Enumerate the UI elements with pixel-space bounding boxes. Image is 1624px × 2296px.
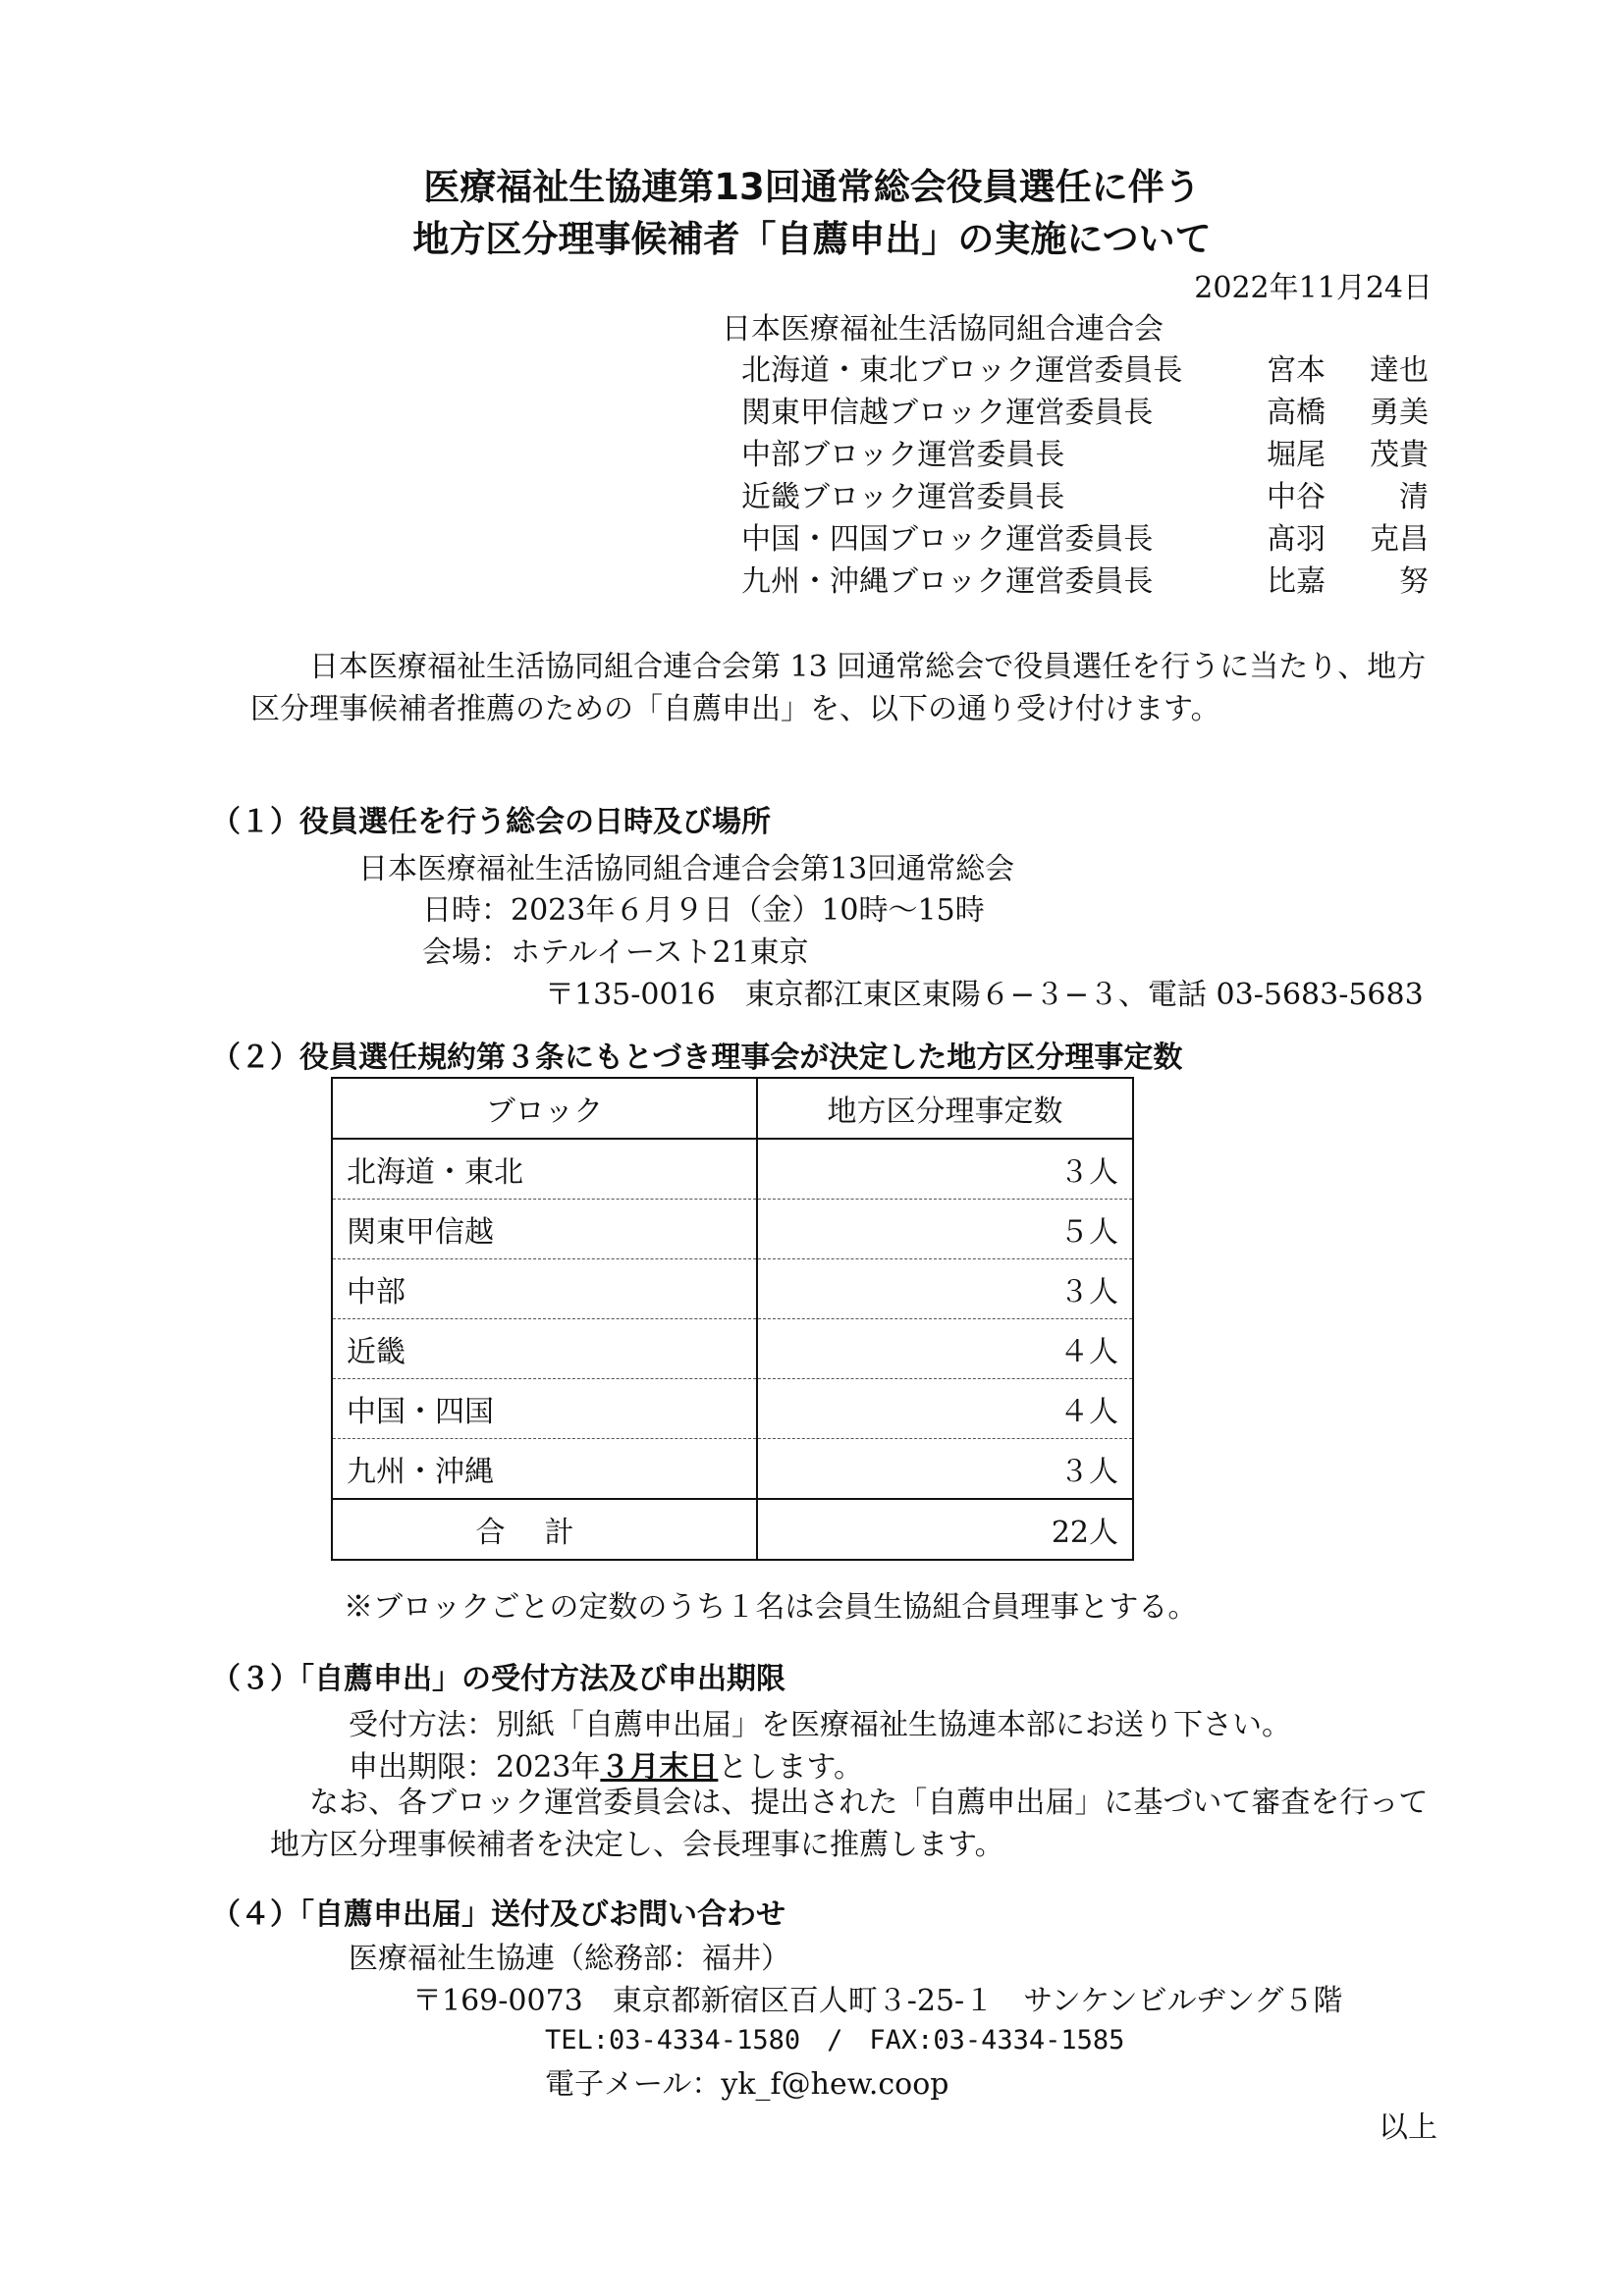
section3-method: 受付方法：別紙「自薦申出届」を医療福祉生協連本部にお送り下さい。 bbox=[349, 1708, 1291, 1742]
section4-address: 〒169-0073 東京都新宿区百人町３-25-１ サンケンビルヂング５階 bbox=[412, 1984, 1343, 2018]
issuer-member-role: 九州・沖縄ブロック運営委員長 bbox=[741, 564, 1154, 599]
issuer-member-name bbox=[1267, 388, 1429, 431]
block-cell: 近畿 bbox=[332, 1319, 757, 1379]
issuer-member-role: 北海道・東北ブロック運営委員長 bbox=[741, 353, 1183, 388]
table-row bbox=[332, 1319, 1133, 1379]
section3-deadline bbox=[349, 1742, 863, 1786]
issuer-member-surname: 堀尾 bbox=[1267, 438, 1326, 472]
block-cell: 北海道・東北 bbox=[332, 1139, 757, 1200]
issuer-member-name bbox=[1267, 346, 1429, 389]
issuer-member-given: 茂貴 bbox=[1370, 438, 1429, 472]
issuer-member-given: 達也 bbox=[1370, 353, 1429, 388]
section1-heading: （１）役員選任を行う総会の日時及び場所 bbox=[211, 805, 771, 839]
issuer-member-surname: 比嘉 bbox=[1267, 564, 1326, 599]
section1-event: 日本医療福祉生活協同組合連合会第13回通常総会 bbox=[358, 852, 1015, 886]
issuer-member-given: 克昌 bbox=[1370, 522, 1429, 557]
count-cell: ４人 bbox=[757, 1379, 1133, 1439]
col-header-count: 地方区分理事定数 bbox=[757, 1078, 1133, 1139]
section1-venue: 会場：ホテルイースト21東京 bbox=[422, 935, 809, 970]
section3-heading: （３）「自薦申出」の受付方法及び申出期限 bbox=[211, 1662, 785, 1696]
issuer-member-surname: 高橋 bbox=[1267, 396, 1326, 430]
issuer-member-role: 関東甲信越ブロック運営委員長 bbox=[741, 396, 1154, 430]
closing-mark: 以上 bbox=[1379, 2110, 1437, 2145]
issuer-org: 日本医療福祉生活協同組合連合会 bbox=[722, 312, 1164, 347]
issuer-member-surname: 中谷 bbox=[1267, 480, 1326, 514]
section4-tel-fax: TEL:03-4334-1580 / FAX:03-4334-1585 bbox=[545, 2025, 1125, 2056]
deadline-emphasis: ３月末日 bbox=[600, 1750, 719, 1785]
col-header-block: ブロック bbox=[332, 1078, 757, 1139]
deadline-prefix: 申出期限：2023年 bbox=[349, 1750, 601, 1785]
count-cell: ３人 bbox=[757, 1259, 1133, 1319]
table-row bbox=[332, 1200, 1133, 1259]
section2-heading: （２）役員選任規約第３条にもとづき理事会が決定した地方区分理事定数 bbox=[211, 1041, 1183, 1075]
table-row bbox=[332, 1379, 1133, 1439]
title-line-2: 地方区分理事候補者「自薦申出」の実施について bbox=[412, 218, 1212, 260]
count-cell: ３人 bbox=[757, 1439, 1133, 1500]
block-cell: 中部 bbox=[332, 1259, 757, 1319]
quota-table bbox=[331, 1077, 1134, 1561]
issuer-member-given: 努 bbox=[1399, 564, 1429, 599]
issuer-member-given: 清 bbox=[1399, 480, 1429, 514]
count-cell: ４人 bbox=[757, 1319, 1133, 1379]
section3-note: なお、各ブロック運営委員会は、提出された「自薦申出届」に基づいて審査を行って地方区分理事候補者を決定し、会長理事に推薦します。 bbox=[270, 1786, 1429, 1862]
block-cell: 九州・沖縄 bbox=[332, 1439, 757, 1500]
issuer-member-name bbox=[1267, 514, 1429, 558]
issuer-member-name bbox=[1267, 472, 1429, 515]
table-row bbox=[332, 1439, 1133, 1500]
issuer-member-surname: 宮本 bbox=[1267, 353, 1326, 388]
total-label: 合計 bbox=[332, 1499, 757, 1560]
section1-datetime: 日時：2023年６月９日（金）10時～15時 bbox=[422, 893, 985, 928]
deadline-suffix: とします。 bbox=[718, 1750, 863, 1785]
issuer-member-given: 勇美 bbox=[1370, 396, 1429, 430]
total-value: 22人 bbox=[1051, 1516, 1118, 1550]
section2-note: ※ブロックごとの定数のうち１名は会員生協組合員理事とする。 bbox=[344, 1590, 1198, 1625]
issuer-member-role: 中国・四国ブロック運営委員長 bbox=[741, 522, 1154, 557]
issuer-member-role: 中部ブロック運営委員長 bbox=[741, 438, 1065, 472]
issuer-member-name bbox=[1267, 430, 1429, 473]
intro-paragraph: 日本医療福祉生活協同組合連合会第 13 回通常総会で役員選任を行うに当たり、地方区分理事候補者推薦のための「自薦申出」を、以下の通り受け付けます。 bbox=[250, 650, 1427, 726]
block-cell: 中国・四国 bbox=[332, 1379, 757, 1439]
section4-heading: （４）「自薦申出届」送付及びお問い合わせ bbox=[211, 1897, 785, 1932]
table-row bbox=[332, 1259, 1133, 1319]
count-cell: ３人 bbox=[757, 1139, 1133, 1200]
section1-address: 〒135-0016 東京都江東区東陽６−３−３、電話 03-5683-5683 bbox=[545, 978, 1424, 1012]
section4-org: 医療福祉生協連（総務部：福井） bbox=[349, 1942, 790, 1976]
document-date: 2022年11月24日 bbox=[1194, 271, 1433, 305]
issuer-member-name bbox=[1267, 557, 1429, 600]
table-row bbox=[332, 1139, 1133, 1200]
issuer-member-role: 近畿ブロック運営委員長 bbox=[741, 480, 1065, 514]
block-cell: 関東甲信越 bbox=[332, 1200, 757, 1259]
section4-email: 電子メール：yk_f@hew.coop bbox=[545, 2067, 949, 2102]
title-line-1: 医療福祉生協連第13回通常総会役員選任に伴う bbox=[423, 166, 1201, 208]
count-cell: ５人 bbox=[757, 1200, 1133, 1259]
issuer-member-surname: 髙羽 bbox=[1267, 522, 1326, 557]
